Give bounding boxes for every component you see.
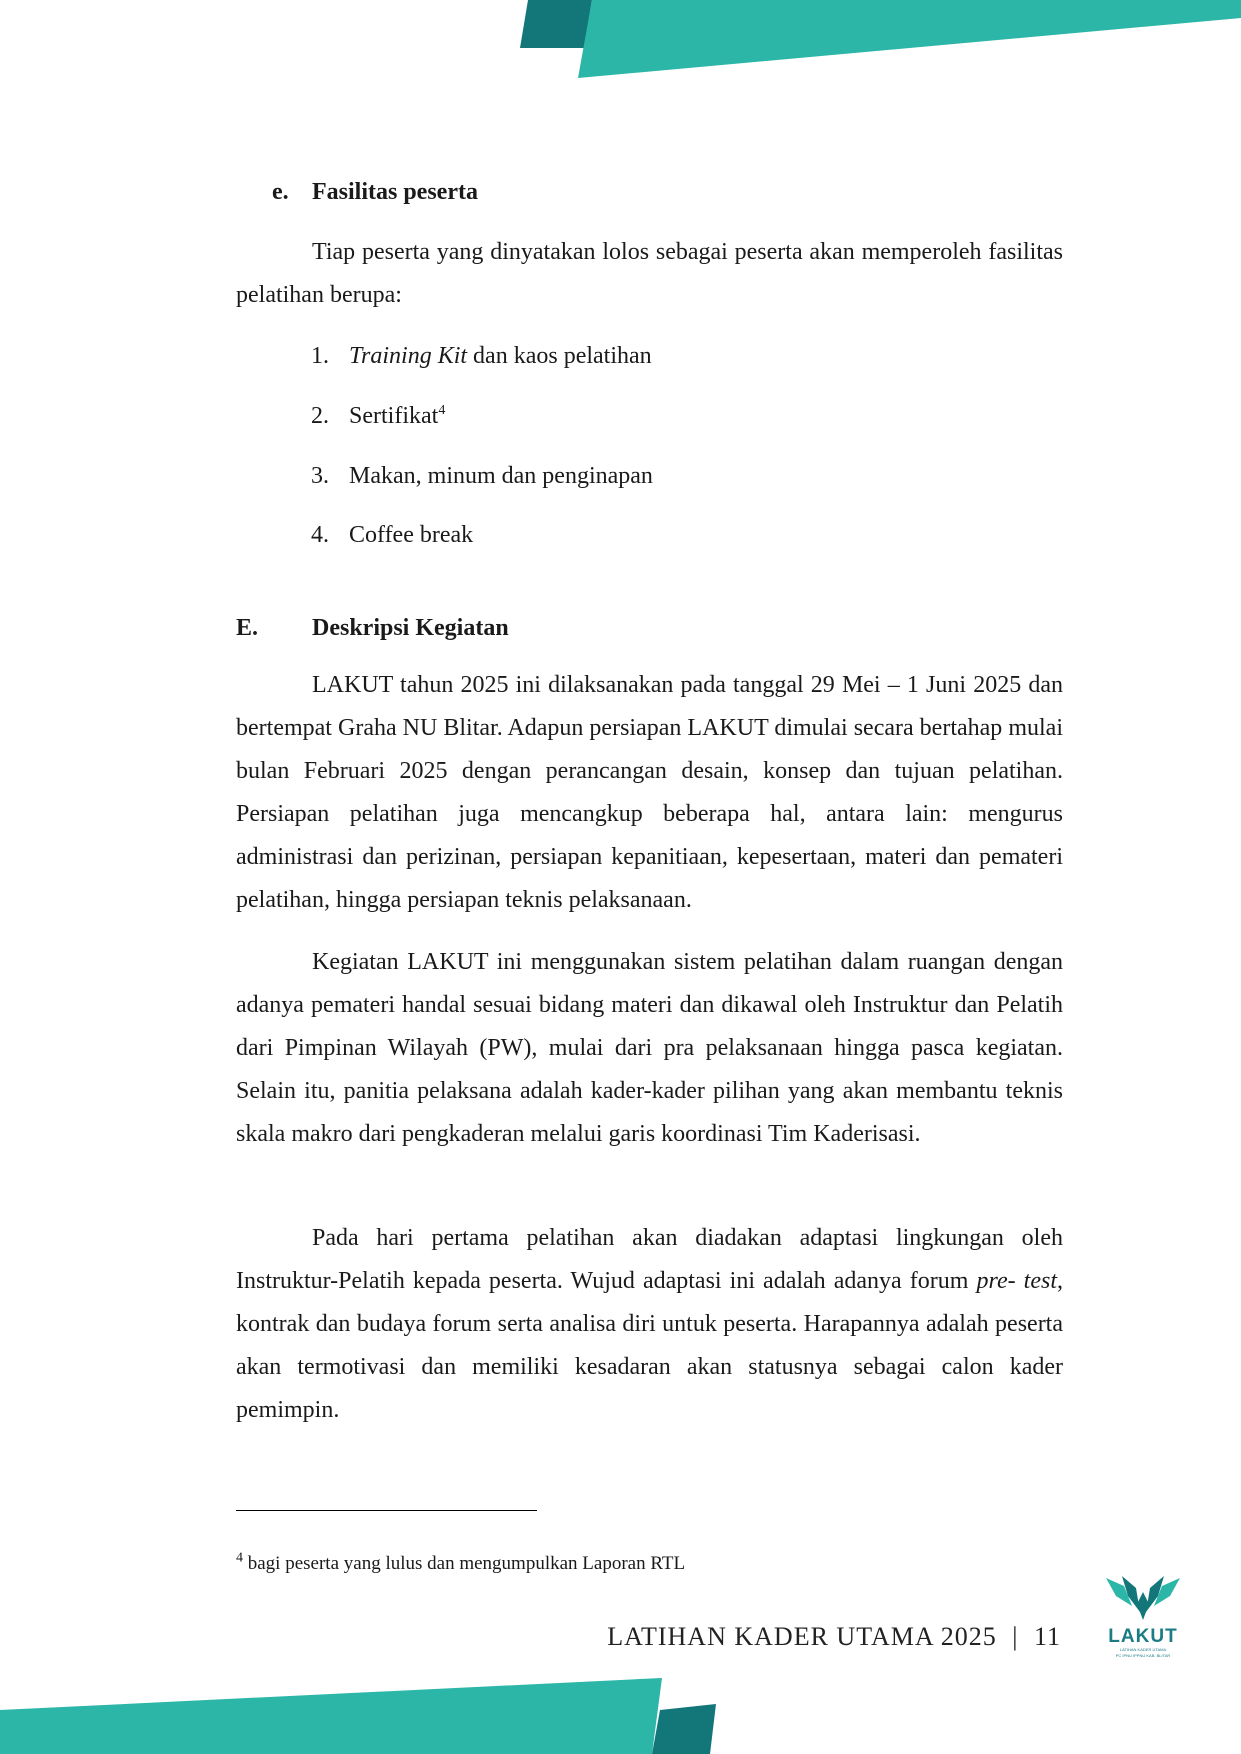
footnote-number: 4	[236, 1550, 243, 1566]
list-item	[311, 340, 652, 372]
list-item	[311, 519, 473, 551]
subsection-title: Fasilitas peserta	[312, 179, 478, 205]
lakut-logo	[1102, 1572, 1184, 1659]
footer-separator: |	[1012, 1622, 1019, 1651]
logo-wordmark: LAKUT	[1108, 1626, 1178, 1647]
subsection-heading	[272, 176, 478, 208]
footnote	[236, 1552, 685, 1576]
logo-tagline: LATIHAN KADER UTAMA	[1119, 1647, 1167, 1652]
section-title: Deskripsi Kegiatan	[312, 615, 509, 641]
facilities-intro: Tiap peserta yang dinyatakan lolos sebagai peserta akan memperoleh fasilitas pelatihan berupa:	[236, 239, 1063, 308]
logo-emblem-icon	[1102, 1572, 1184, 1622]
list-number: 2.	[311, 403, 329, 429]
paragraph-3-part-a: Pada hari pertama pelatihan akan diadakan adaptasi lingkungan oleh Instruktur-Pelatih kepada peserta. Wujud adaptasi ini adalah adanya forum	[236, 1225, 1063, 1294]
running-footer	[607, 1622, 1061, 1652]
page-number: 11	[1033, 1622, 1061, 1651]
footer-title: LATIHAN KADER UTAMA 2025	[607, 1622, 997, 1651]
list-text: Coffee break	[349, 522, 474, 548]
list-text: Makan, minum dan penginapan	[349, 463, 653, 489]
paragraph-1: LAKUT tahun 2025 ini dilaksanakan pada tanggal 29 Mei – 1 Juni 2025 dan bertempat Graha NU Blitar. Adapun persiapan LAKUT dimulai secara bertahap mulai bulan Februari 2025 dengan perancangan desain, konsep dan tujuan pelatihan. Persiapan pelatihan juga mencangkup beberapa hal, antara lain: mengurus administrasi dan perizinan, persiapan kepanitiaan, kepesertaan, materi dan pemateri pelatihan, hingga persiapan teknis pelaksanaan.	[236, 672, 1063, 913]
subsection-marker: e.	[272, 179, 289, 205]
section-heading	[236, 612, 509, 644]
list-text: Sertifikat	[349, 403, 439, 429]
header-decoration	[0, 0, 1241, 90]
list-number: 1.	[311, 343, 329, 369]
paragraph-2: Kegiatan LAKUT ini menggunakan sistem pelatihan dalam ruangan dengan adanya pemateri handal sesuai bidang materi dan dikawal oleh Instruktur dan Pelatih dari Pimpinan Wilayah (PW), mulai dari pra pelaksanaan hingga pasca kegiatan. Selain itu, panitia pelaksana adalah kader-kader pilihan yang akan membantu teknis skala makro dari pengkaderan melalui garis koordinasi Tim Kaderisasi.	[236, 949, 1063, 1147]
section-marker: E.	[236, 615, 259, 641]
paragraph-3-italic: pre- test	[976, 1268, 1057, 1294]
list-number: 3.	[311, 463, 329, 489]
footnote-text: bagi peserta yang lulus dan mengumpulkan Laporan RTL	[243, 1553, 686, 1574]
list-text: dan kaos pelatihan	[467, 343, 652, 369]
footnote-ref[interactable]: 4	[438, 403, 446, 418]
list-item	[311, 400, 445, 432]
paragraph-3	[236, 1217, 1063, 1432]
list-number: 4.	[311, 522, 329, 548]
footnote-divider	[236, 1510, 537, 1511]
list-item	[311, 460, 653, 492]
list-italic-text: Training Kit	[349, 343, 468, 369]
paragraph-3-part-b: , kontrak dan budaya forum serta analisa diri untuk peserta. Harapannya adalah peserta akan termotivasi dan memiliki kesadaran akan statusnya sebagai calon kader pemimpin.	[236, 1268, 1063, 1423]
logo-org: PC IPNU IPPNU KAB. BLITAR	[1115, 1653, 1171, 1658]
